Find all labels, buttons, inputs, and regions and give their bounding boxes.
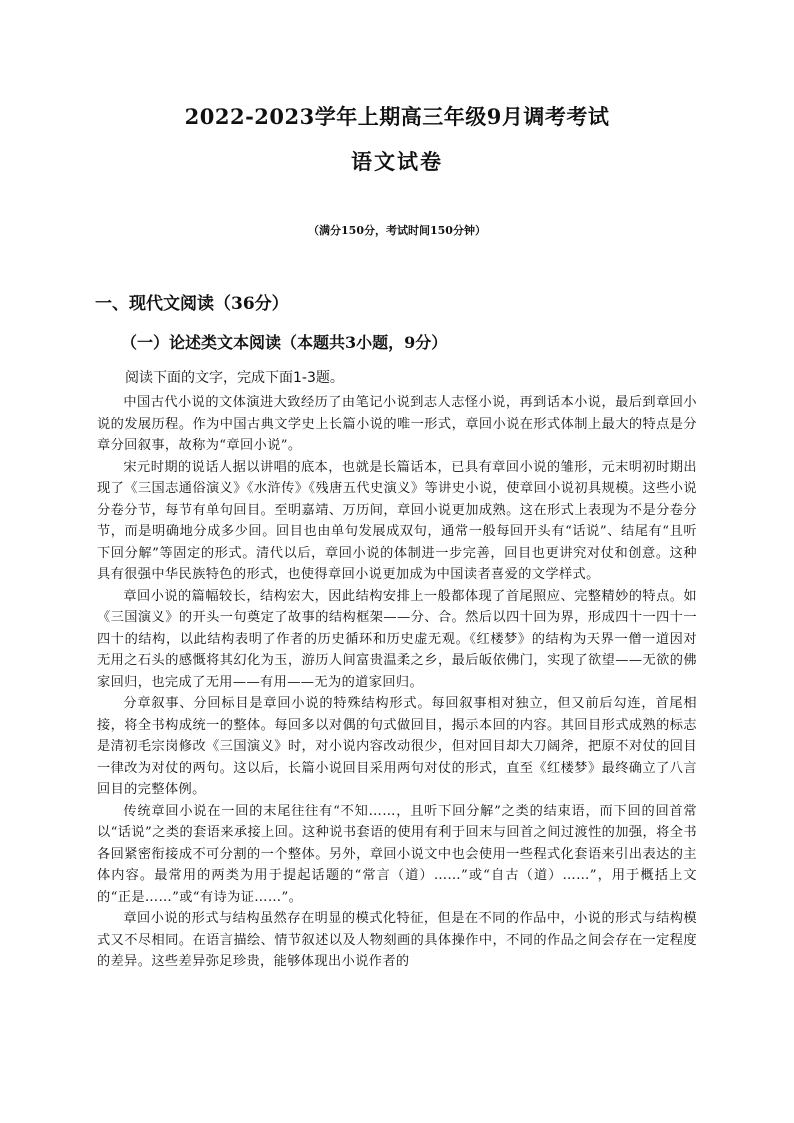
passage-paragraph: 传统章回小说在一回的末尾往往有“不知……，且听下回分解”之类的结束语，而下回的回首常以“话说”之类的套语来承接上回。这种说书套语的使用有利于回末与回首之间过渡性的加强，将全书各回紧密衔接成不可分割的一个整体。另外，章回小说文中也会使用一些程式化套语来引出表达的主体内容。最常用的两类为用于提起话题的“常言（道）……”或“自古（道）……”，用于概括上文的“正是……”或“有诗为证……”。 [97, 803, 697, 905]
passage-paragraph: 分章叙事、分回标目是章回小说的特殊结构形式。每回叙事相对独立，但又前后勾连，首尾相接，将全书构成统一的整体。每回多以对偶的句式做回目，揭示本回的内容。其回目形式成熟的标志是清初毛宗岗修改《三国演义》时，对小说内容改动很少，但对回目却大刀阔斧，把原不对仗的回目一律改为对仗的两句。这以后，长篇小说回目采用两句对仗的形式，直至《红楼梦》最终确立了八言回目的完整体例。 [97, 696, 697, 797]
exam-title: 2022-2023学年上期高三年级9月调考考试 [184, 104, 610, 129]
passage-paragraph: 章回小说的篇幅较长，结构宏大，因此结构安排上一般都体现了首尾照应、完整精妙的特点。如《三国演义》的开头一句奠定了故事的结构框架——分、合。然后以四十回为界，形成四十一四十一四十的结构，以此结构表明了作者的历史循环和历史虚无观。《红楼梦》的结构为天界一僧一道因对无用之石头的感慨将其幻化为玉，游历人间富贵温柔之乡，最后皈依佛门，实现了欲望——无欲的佛家回归，也完成了无用——有用——无为的道家回归。 [97, 588, 697, 690]
passage-paragraph: 宋元时期的说话人据以讲唱的底本，也就是长篇话本，已具有章回小说的雏形，元末明初时期出现了《三国志通俗演义》《水浒传》《残唐五代史演义》等讲史小说，使章回小说初具规模。这些小说分卷分节，每节有单句回目。至明嘉靖、万历间，章回小说更加成熟。这在形式上表现为不是分卷分节，而是明确地分成多少回。回目也由单句发展成双句，通常一般每回开头有“话说”、结尾有“且听下回分解”等固定的形式。清代以后，章回小说的体制进一步完善，回目也更讲究对仗和创意。这种具有很强中华民族特色的形式，也使得章回小说更加成为中国读者喜爱的文学样式。 [97, 459, 697, 582]
passage-paragraph: 章回小说的形式与结构虽然存在明显的模式化特征，但是在不同的作品中，小说的形式与结构模式又不尽相同。在语言描绘、情节叙述以及人物刻画的具体操作中，不同的作品之间会存在一定程度的差异。这些差异弥足珍贵，能够体现出小说作者的 [97, 911, 697, 969]
passage [97, 392, 697, 973]
exam-note: （满分150分，考试时间150分钟） [308, 224, 486, 237]
exam-subtitle: 语文试卷 [351, 149, 443, 174]
passage-paragraph: 中国古代小说的文体演进大致经历了由笔记小说到志人志怪小说，再到话本小说，最后到章回小说的发展历程。作为中国古典文学史上长篇小说的唯一形式，章回小说在形式体制上最大的特点是分章分回叙事，故称为“章回小说”。 [97, 395, 697, 453]
section-heading: 一、现代文阅读（36分） [95, 294, 289, 314]
section-subheading: （一）论述类文本阅读（本题共3小题，9分） [121, 333, 448, 352]
reading-instruction: 阅读下面的文字，完成下面1-3题。 [125, 370, 344, 386]
